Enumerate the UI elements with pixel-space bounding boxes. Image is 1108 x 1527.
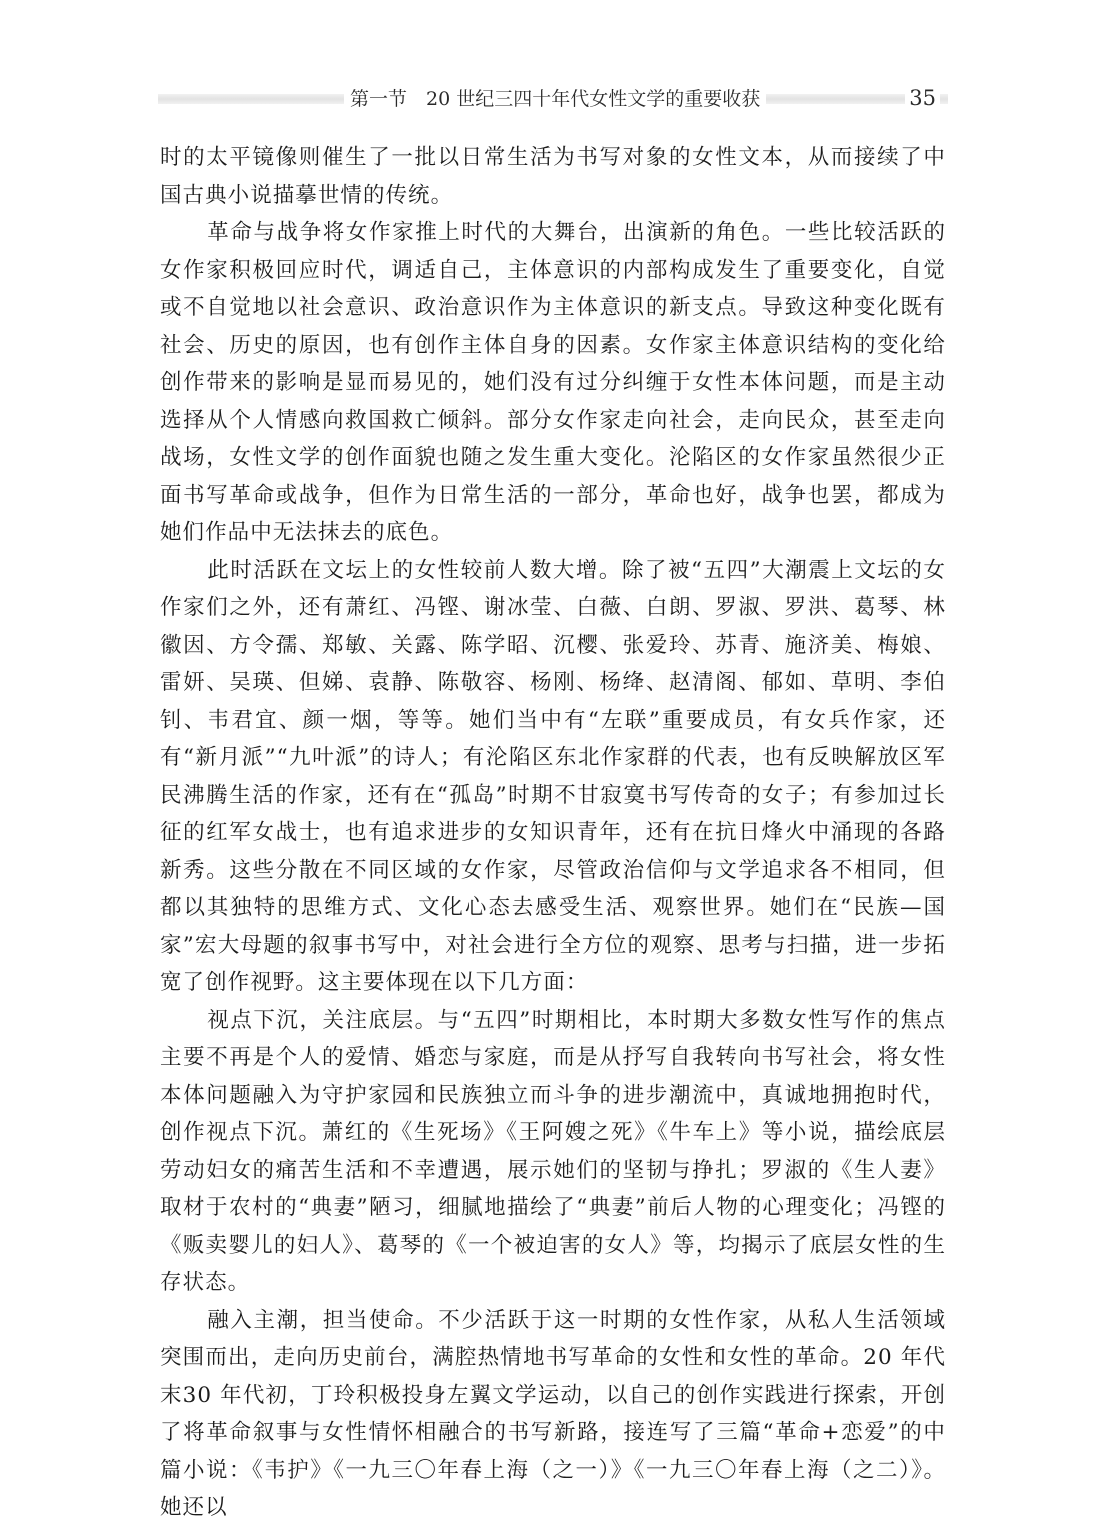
body-text (160, 139, 946, 1527)
paragraph-joining-mainstream: 融入主潮，担当使命。不少活跃于这一时期的女性作家，从私人生活领域突围而出，走向历史前台，满腔热情地书写革命的女性和女性的革命。20 年代末30 年代初，丁玲积极投身左翼文学运动，以自己的创作实践进行探索，开创了将革命叙事与女性情怀相融合的书写新路，接连写了三篇“革命+恋爱”的中篇小说：《韦护》《一九三〇年春上海（之一）》《一九三〇年春上海（之二）》。她还以 (160, 1307, 946, 1520)
paragraph-revolution-and-war: 革命与战争将女作家推上时代的大舞台，出演新的角色。一些比较活跃的女作家积极回应时代，调适自己，主体意识的内部构成发生了重要变化，自觉或不自觉地以社会意识、政治意识作为主体意识的新支点。导致这种变化既有社会、历史的原因，也有创作主体自身的因素。女作家主体意识结构的变化给创作带来的影响是显而易见的，她们没有过分纠缠于女性本体问题，而是主动选择从个人情感向救国救亡倾斜。部分女作家走向社会，走向民众，甚至走向战场，女性文学的创作面貌也随之发生重大变化。沦陷区的女作家虽然很少正面书写革命或战争，但作为日常生活的一部分，革命也好，战争也罢，都成为她们作品中无法抹去的底色。 (160, 220, 946, 545)
section-title: 第一节 20 世纪三四十年代女性文学的重要收获 (344, 84, 766, 114)
running-head (158, 84, 948, 114)
paragraph-focus-on-lower-class: 视点下沉，关注底层。与“五四”时期相比，本时期大多数女性写作的焦点主要不再是个人的爱情、婚恋与家庭，而是从抒写自我转向书写社会，将女性本体问题融入为守护家园和民族独立而斗争的进步潮流中，真诚地拥抱时代，创作视点下沉。萧红的《生死场》《王阿嫂之死》《牛车上》等小说，描绘底层劳动妇女的痛苦生活和不幸遭遇，展示她们的坚韧与挣扎；罗淑的《生人妻》取材于农村的“典妻”陋习，细腻地描绘了“典妻”前后人物的心理变化；冯铿的《贩卖婴儿的妇人》、葛琴的《一个被迫害的女人》等，均揭示了底层女性的生存状态。 (160, 1007, 946, 1295)
page-number: 35 (905, 82, 940, 114)
paragraph-continuation: 时的太平镜像则催生了一批以日常生活为书写对象的女性文本，从而接续了中国古典小说描摹世情的传统。 (160, 145, 946, 208)
paragraph-women-writers: 此时活跃在文坛上的女性较前人数大增。除了被“五四”大潮震上文坛的女作家们之外，还有萧红、冯铿、谢冰莹、白薇、白朗、罗淑、罗洪、葛琴、林徽因、方令孺、郑敏、关露、陈学昭、沉樱、张爱玲、苏青、施济美、梅娘、雷妍、吴瑛、但娣、袁静、陈敬容、杨刚、杨绛、赵清阁、郁如、草明、李伯钊、韦君宜、颜一烟，等等。她们当中有“左联”重要成员，有女兵作家，还有“新月派”“九叶派”的诗人；有沦陷区东北作家群的代表，也有反映解放区军民沸腾生活的作家，还有在“孤岛”时期不甘寂寞书写传奇的女子；有参加过长征的红军女战士，也有追求进步的女知识青年，还有在抗日烽火中涌现的各路新秀。这些分散在不同区域的女作家，尽管政治信仰与文学追求各不相同，但都以其独特的思维方式、文化心态去感受生活、观察世界。她们在“民族—国家”宏大母题的叙事书写中，对社会进行全方位的观察、思考与扫描，进一步拓宽了创作视野。这主要体现在以下几方面： (160, 557, 946, 995)
